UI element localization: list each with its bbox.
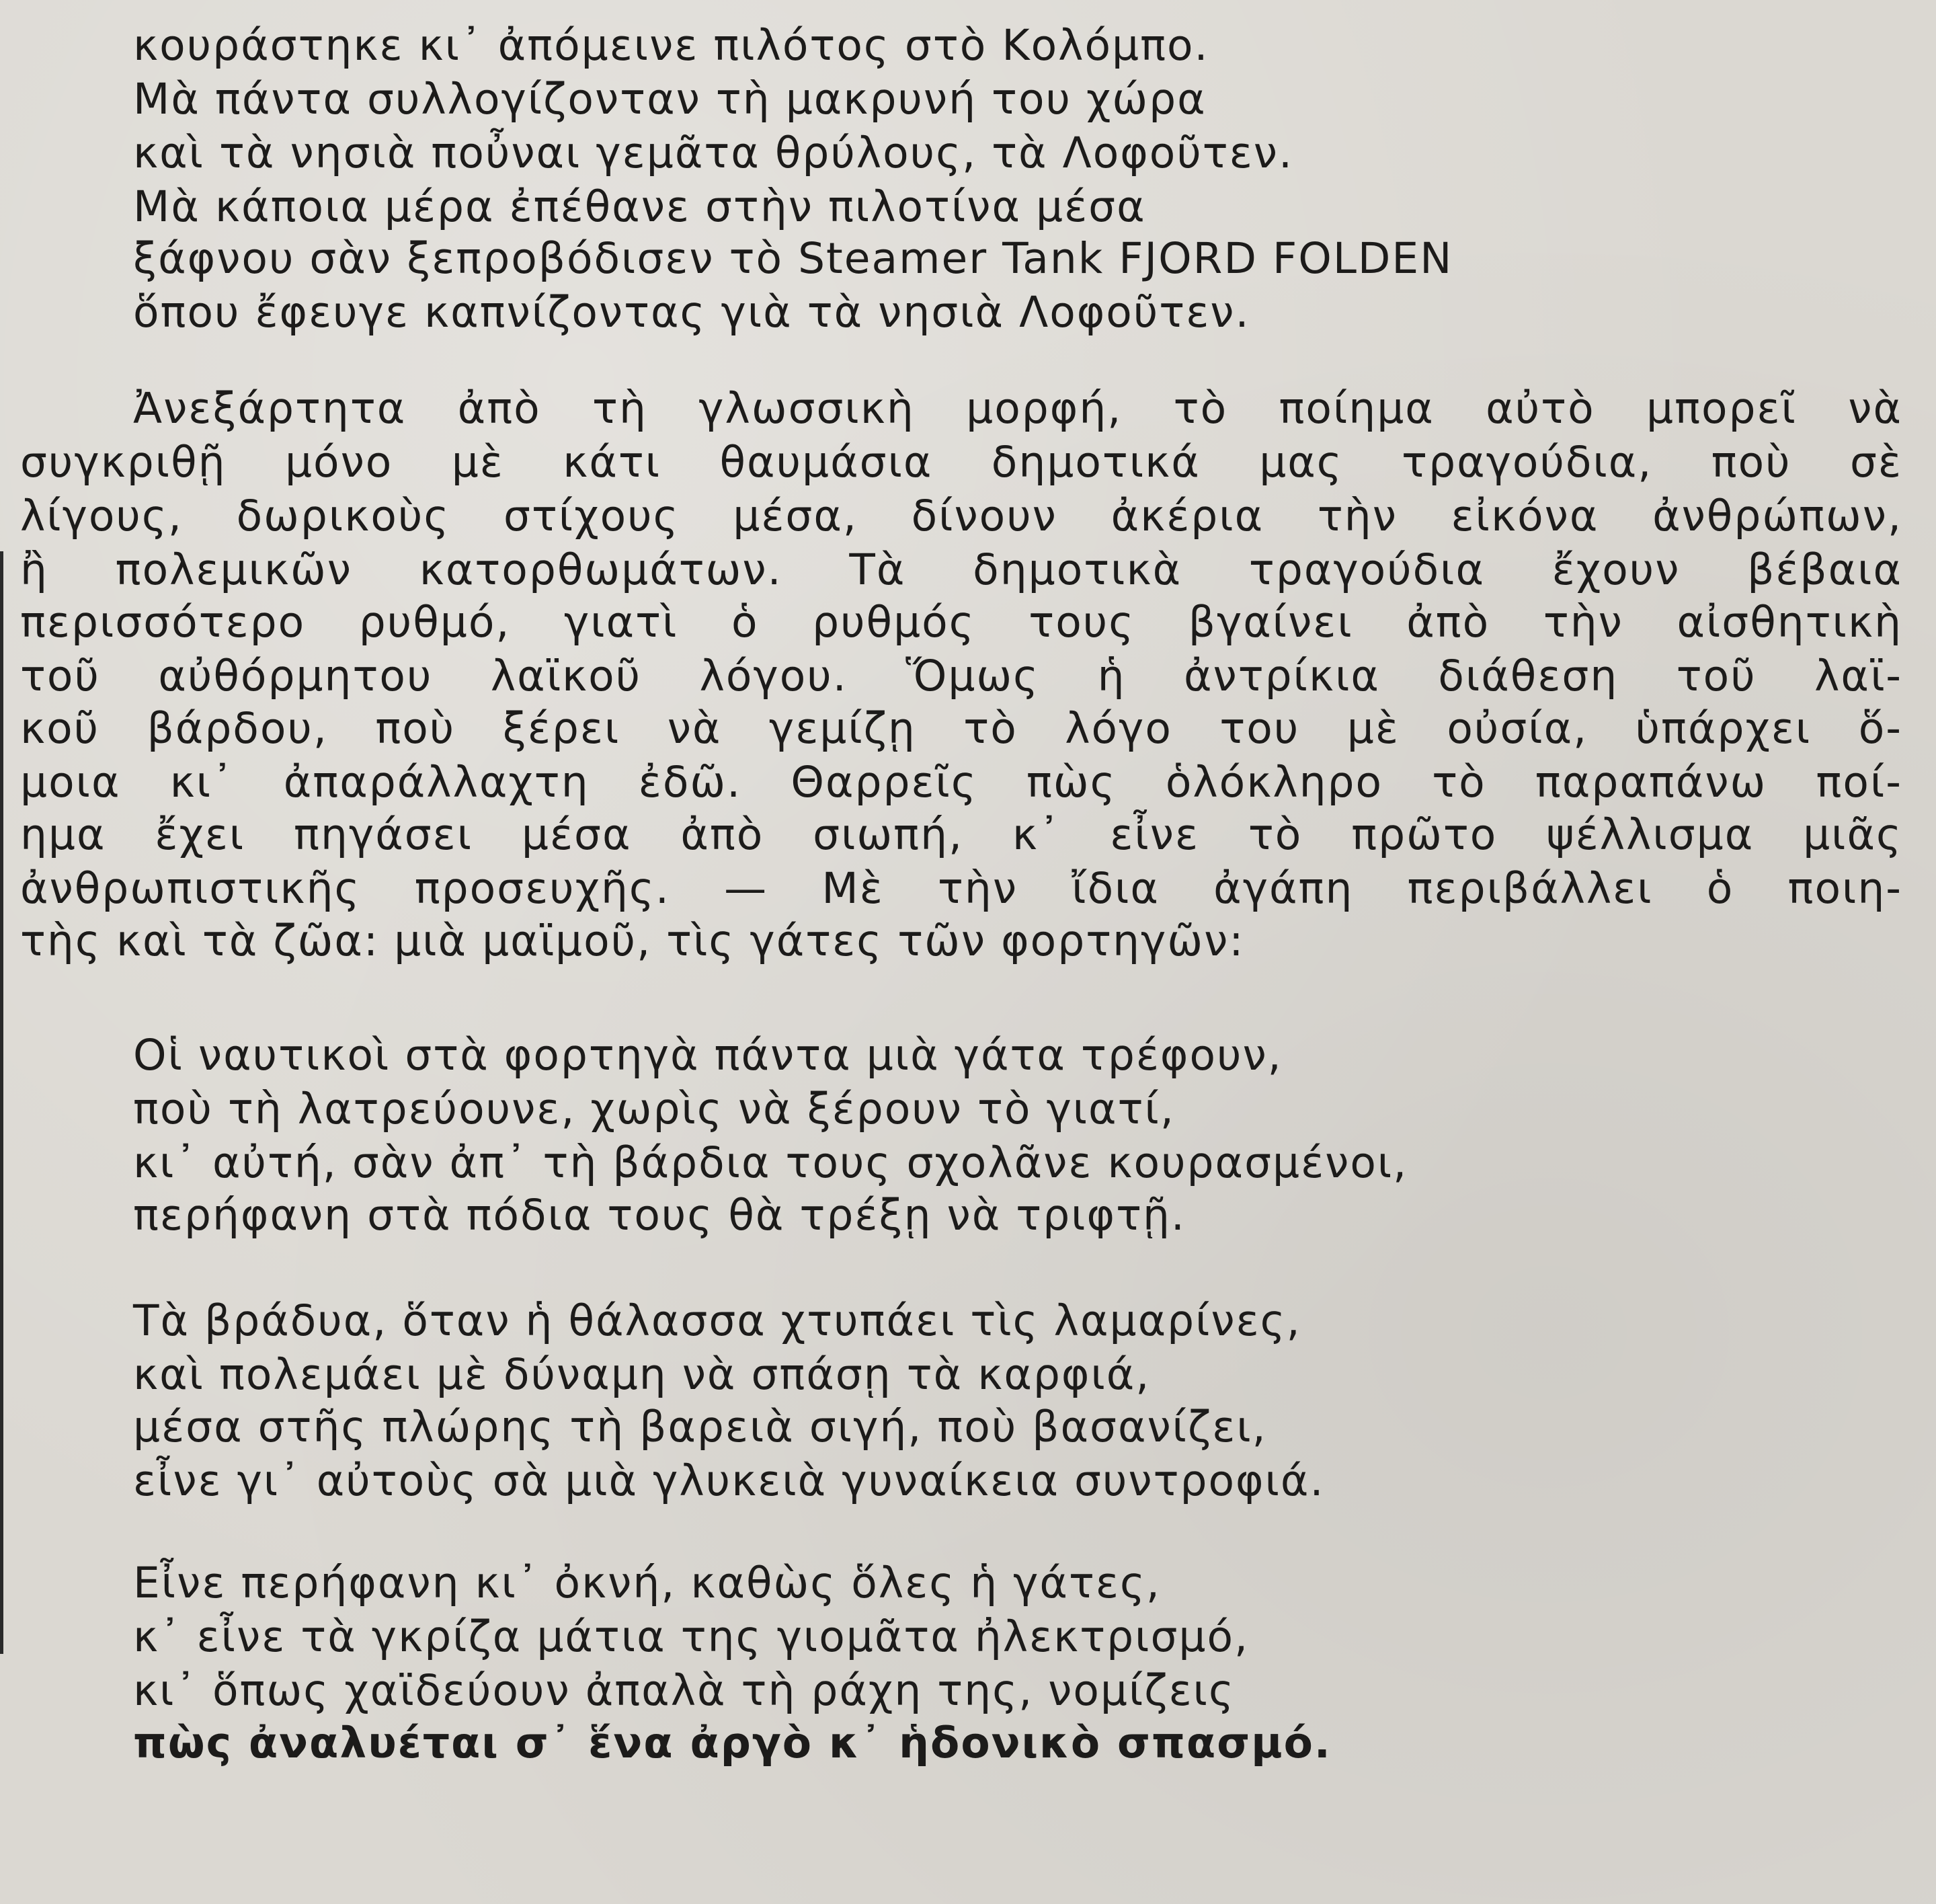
verse-line: περήφανη στὰ πόδια τους θὰ τρέξῃ νὰ τριφτῇ. <box>133 1191 1186 1240</box>
prose-line: μοια κι᾽ ἀπαράλλαχτη ἐδῶ. Θαρρεῖς πὼς ὁλόκληρο τὸ παραπάνω ποί- <box>20 758 1902 807</box>
verse-line: πὼς ἀναλυέται σ᾽ ἕνα ἀργὸ κ᾽ ἡδονικὸ σπασμό. <box>133 1718 1332 1768</box>
prose-line: ἢ πολεμικῶν κατορθωμάτων. Τὰ δημοτικὰ τραγούδια ἔχουν βέβαια <box>20 545 1902 594</box>
verse-line: Εἶνε περήφανη κι᾽ ὀκνή, καθὼς ὅλες ἡ γάτες, <box>133 1558 1161 1608</box>
verse-line: Μὰ πάντα συλλογίζονταν τὴ μακρυνή του χώρα <box>133 75 1207 124</box>
prose-line: ημα ἔχει πηγάσει μέσα ἀπὸ σιωπή, κ᾽ εἶνε τὸ πρῶτο ψέλλισμα μιᾶς <box>20 810 1902 859</box>
verse-line: κι᾽ ὅπως χαϊδεύουν ἀπαλὰ τὴ ράχη της, νομίζεις <box>133 1666 1235 1715</box>
prose-line: κοῦ βάρδου, ποὺ ξέρει νὰ γεμίζῃ τὸ λόγο του μὲ οὐσία, ὑπάρχει ὅ- <box>20 704 1902 753</box>
verse-line: καὶ τὰ νησιὰ ποὖναι γεμᾶτα θρύλους, τὰ Λοφοῦτεν. <box>133 128 1294 177</box>
prose-line: ἀνθρωπιστικῆς προσευχῆς. — Μὲ τὴν ἴδια ἀγάπη περιβάλλει ὁ ποιη- <box>20 864 1902 913</box>
prose-line: τοῦ αὐθόρμητου λαϊκοῦ λόγου. Ὅμως ἡ ἀντρίκια διάθεση τοῦ λαϊ- <box>20 651 1902 701</box>
verse-line: ξάφνου σὰν ξεπροβόδισεν τὸ Steamer Tank FJORD FOLDEN <box>133 234 1453 283</box>
prose-line: λίγους, δωρικοὺς στίχους μέσα, δίνουν ἀκέρια τὴν εἰκόνα ἀνθρώπων, <box>20 491 1902 541</box>
verse-line: καὶ πολεμάει μὲ δύναμη νὰ σπάσῃ τὰ καρφιά, <box>133 1350 1151 1399</box>
prose-line: Ἀνεξάρτητα ἀπὸ τὴ γλωσσικὴ μορφή, τὸ ποίημα αὐτὸ μπορεῖ νὰ <box>133 384 1902 433</box>
verse-line: μέσα στῆς πλώρης τὴ βαρειὰ σιγή, ποὺ βασανίζει, <box>133 1402 1267 1452</box>
prose-line: περισσότερο ρυθμό, γιατὶ ὁ ρυθμός τους βγαίνει ἀπὸ τὴν αἰσθητικὴ <box>20 598 1902 647</box>
verse-line: κ᾽ εἶνε τὰ γκρίζα μάτια της γιομᾶτα ἠλεκτρισμό, <box>133 1612 1250 1661</box>
verse-line: κουράστηκε κι᾽ ἀπόμεινε πιλότος στὸ Κολόμπο. <box>133 21 1209 70</box>
verse-line: ποὺ τὴ λατρεύουνε, χωρὶς νὰ ξέρουν τὸ γιατί, <box>133 1084 1175 1134</box>
verse-line: εἶνε γι᾽ αὐτοὺς σὰ μιὰ γλυκειὰ γυναίκεια συντροφιά. <box>133 1456 1325 1505</box>
verse-line: Οἱ ναυτικοὶ στὰ φορτηγὰ πάντα μιὰ γάτα τρέφουν, <box>133 1031 1283 1080</box>
prose-line: συγκριθῇ μόνο μὲ κάτι θαυμάσια δημοτικά μας τραγούδια, ποὺ σὲ <box>20 438 1902 487</box>
prose-line: τὴς καὶ τὰ ζῶα: μιὰ μαϊμοῦ, τὶς γάτες τῶν φορτηγῶν: <box>20 916 1245 965</box>
verse-line: κι᾽ αὐτή, σὰν ἀπ᾽ τὴ βάρδια τους σχολᾶνε κουρασμένοι, <box>133 1138 1408 1187</box>
verse-line: ὅπου ἔφευγε καπνίζοντας γιὰ τὰ νησιὰ Λοφοῦτεν. <box>133 288 1250 337</box>
verse-line: Τὰ βράδυα, ὅταν ἡ θάλασσα χτυπάει τὶς λαμαρίνες, <box>133 1296 1301 1345</box>
verse-line: Μὰ κάποια μέρα ἐπέθανε στὴν πιλοτίνα μέσα <box>133 182 1146 231</box>
